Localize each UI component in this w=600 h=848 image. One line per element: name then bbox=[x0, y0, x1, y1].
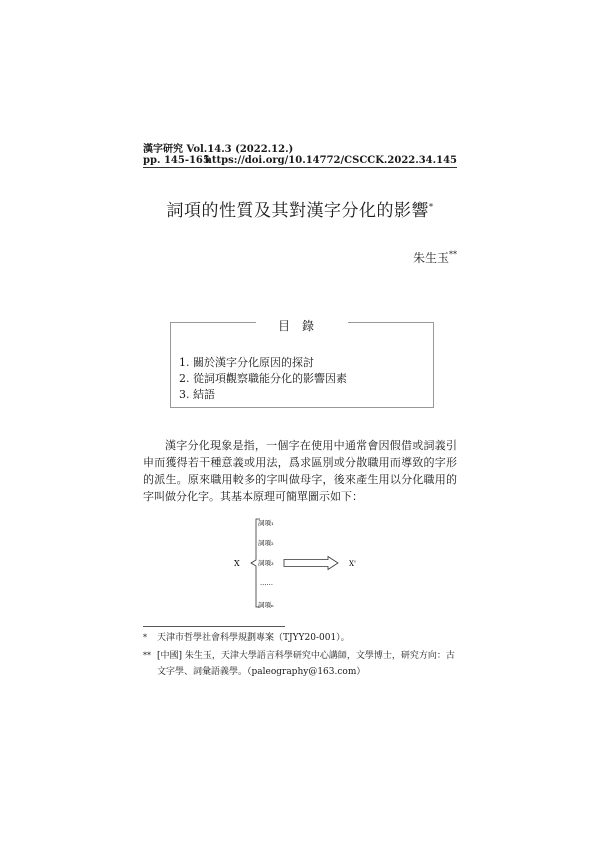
diagram-arrow bbox=[284, 557, 338, 570]
header-rule bbox=[143, 167, 457, 168]
footnote-2 bbox=[143, 648, 457, 680]
diagram-item: 詞項ₙ bbox=[258, 601, 274, 609]
body-paragraph: 漢字分化現象是指，一個字在使用中通常會因假借或詞義引申而獲得若干種意義或用法，爲求區別或分散職用而導致的字形的派生。原來職用較多的字叫做母字，後來產生用以分化職用的字叫做分化字。其基本原理可簡單圖示如下： bbox=[143, 439, 457, 503]
diagram-item: 詞項₃ bbox=[258, 559, 274, 567]
toc-heading bbox=[171, 315, 433, 334]
diagram-item: 詞項₂ bbox=[258, 539, 274, 547]
toc-item[interactable]: 3. 結語 bbox=[179, 388, 215, 401]
paper-title bbox=[143, 196, 457, 221]
footnote-text: 天津市哲學社會科學規劃專案（TJYY20-001）。 bbox=[157, 633, 350, 643]
diagram-item: 詞項₁ bbox=[258, 519, 274, 527]
doi-link[interactable]: https://doi.org/10.14772/CSCCK.2022.34.145 bbox=[204, 155, 457, 166]
author-text: 朱生玉 bbox=[412, 251, 449, 265]
differentiation-diagram bbox=[230, 513, 370, 613]
author-name bbox=[413, 249, 457, 266]
page-range: pp. 145-165 bbox=[143, 155, 210, 166]
diagram-item: …… bbox=[260, 579, 273, 587]
table-of-contents bbox=[170, 319, 434, 408]
footnote-1 bbox=[143, 630, 350, 646]
footnote-text: [中國] 朱生玉，天津大學語言科學研究中心講師，文學博士，研究方向：古文字學、詞彙語義學。（paleography@163.com） bbox=[157, 651, 455, 677]
title-footnote-mark: * bbox=[429, 202, 434, 212]
toc-item[interactable]: 1. 關於漢字分化原因的探討 bbox=[179, 356, 314, 369]
title-text: 詞項的性質及其對漢字分化的影響 bbox=[166, 201, 429, 221]
toc-heading-text: 目錄 bbox=[256, 319, 348, 333]
diagram-source-label: X bbox=[234, 559, 240, 568]
footnote-mark: * bbox=[143, 633, 147, 642]
toc-list bbox=[179, 355, 347, 403]
toc-item[interactable]: 2. 從詞項觀察職能分化的影響因素 bbox=[179, 372, 347, 385]
footnote-rule bbox=[143, 626, 285, 627]
diagram-target-label: X' bbox=[349, 560, 356, 568]
journal-header: 漢字研究 Vol.14.3 (2022.12.) bbox=[143, 144, 294, 155]
author-footnote-mark: ** bbox=[449, 250, 457, 259]
footnote-mark: ** bbox=[143, 651, 151, 660]
